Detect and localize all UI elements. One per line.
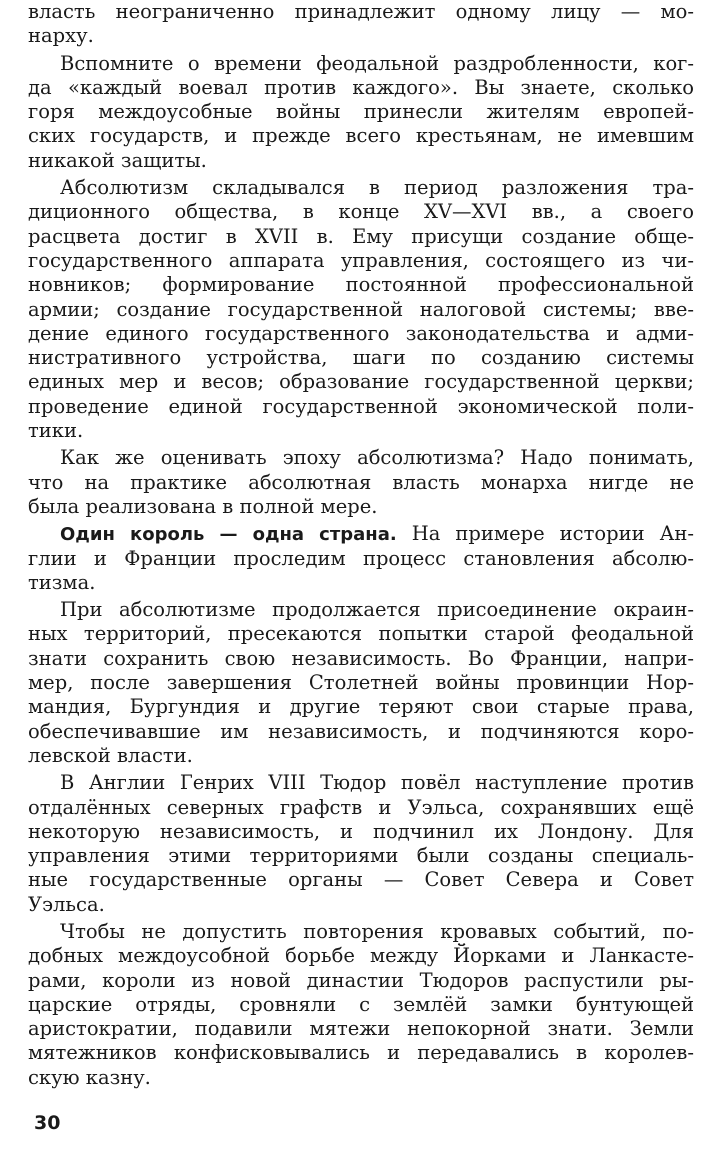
text-line: глии и Франции проследим процесс становления абсолю- [28,546,694,570]
text-line: диционного общества, в конце XV—XVI вв., а своего [28,200,694,224]
text-line: Чтобы не допустить повторения кровавых событий, по- [60,919,694,943]
text-line: мандия, Бургундия и другие теряют свои старые права, [28,695,694,719]
text-line: левской власти. [28,743,193,767]
text-line: Абсолютизм складывался в период разложения тра- [60,176,694,200]
text-line: Вспомните о времени феодальной раздробленности, ког- [60,51,694,75]
text-line: новников; формирование постоянной профессиональной [28,273,694,297]
text-line: аристократии, подавили мятежи непокорной знати. Земли [28,1017,694,1041]
text-line: расцвета достиг в XVII в. Ему присущи создание обще- [28,224,694,248]
text-fragment: На примере истории Ан- [396,522,694,546]
text-line: да «каждый воевал против каждого». Вы знаете, сколько [28,75,694,99]
text-line: некоторую независимость, и подчинил их Лондону. Для [28,819,694,843]
page-body [28,0,694,1093]
paragraph-4 [28,446,694,519]
text-line: власть неограниченно принадлежит одному лицу — мо- [28,0,694,23]
text-line: отдалённых северных графств и Уэльса, сохранявших ещё [28,795,694,819]
paragraph-2 [28,52,694,173]
paragraph-3 [28,176,694,443]
text-line: добных междоусобной борьбе между Йорками и Ланкасте- [28,944,694,968]
paragraph-7 [28,771,694,917]
text-line: тики. [28,419,84,443]
text-line: ные государственные органы — Совет Севера и Совет [28,868,694,892]
text-line: Как же оценивать эпоху абсолютизма? Надо понимать, [60,446,694,470]
text-line: дение единого государственного законодательства и адми- [28,321,694,345]
page-number: 30 [34,1112,61,1134]
paragraph-6 [28,598,694,768]
text-line: При абсолютизме продолжается присоединение окраин- [60,598,694,622]
text-line: единых мер и весов; образование государственной церкви; [28,370,694,394]
text-line: армии; создание государственной налоговой системы; вве- [28,297,694,321]
text-line: рами, короли из новой династии Тюдоров распустили ры- [28,968,694,992]
text-line: обеспечивавшие им независимость, и подчиняются коро- [28,719,694,743]
text-line: ских государств, и прежде всего крестьянам, не имевшим [28,124,694,148]
text-line: управления этими территориями были созданы специаль- [28,844,694,868]
text-line: нистративного устройства, шаги по созданию системы [28,346,694,370]
text-line: мер, после завершения Столетней войны провинции Нор- [28,671,694,695]
text-line: царские отряды, сровняли с землёй замки бунтующей [28,992,694,1016]
text-line: тизма. [28,570,96,594]
paragraph-8 [28,920,694,1090]
text-line: государственного аппарата управления, состоящего из чи- [28,248,694,272]
text-line [28,522,694,546]
section-lead-heading: Один король — одна страна. [60,524,397,546]
text-line: никакой защиты. [28,148,207,172]
text-line: знати сохранить свою независимость. Во Франции, напри- [28,646,694,670]
text-line: ных территорий, пресекаются попытки старой феодальной [28,622,694,646]
text-line: В Англии Генрих VIII Тюдор повёл наступление против [60,771,694,795]
text-line: проведение единой государственной экономической поли- [28,394,694,418]
text-line: горя междоусобные войны принесли жителям европей- [28,100,694,124]
text-line: Уэльса. [28,892,105,916]
text-line: скую казну. [28,1065,151,1089]
text-line: мятежников конфисковывались и передавались в королев- [28,1041,694,1065]
paragraph-5 [28,522,694,595]
text-line: что на практике абсолютная власть монарха нигде не [28,470,694,494]
text-line: нарху. [28,24,94,48]
text-line: была реализована в полной мере. [28,494,378,518]
paragraph-1 [28,0,694,49]
